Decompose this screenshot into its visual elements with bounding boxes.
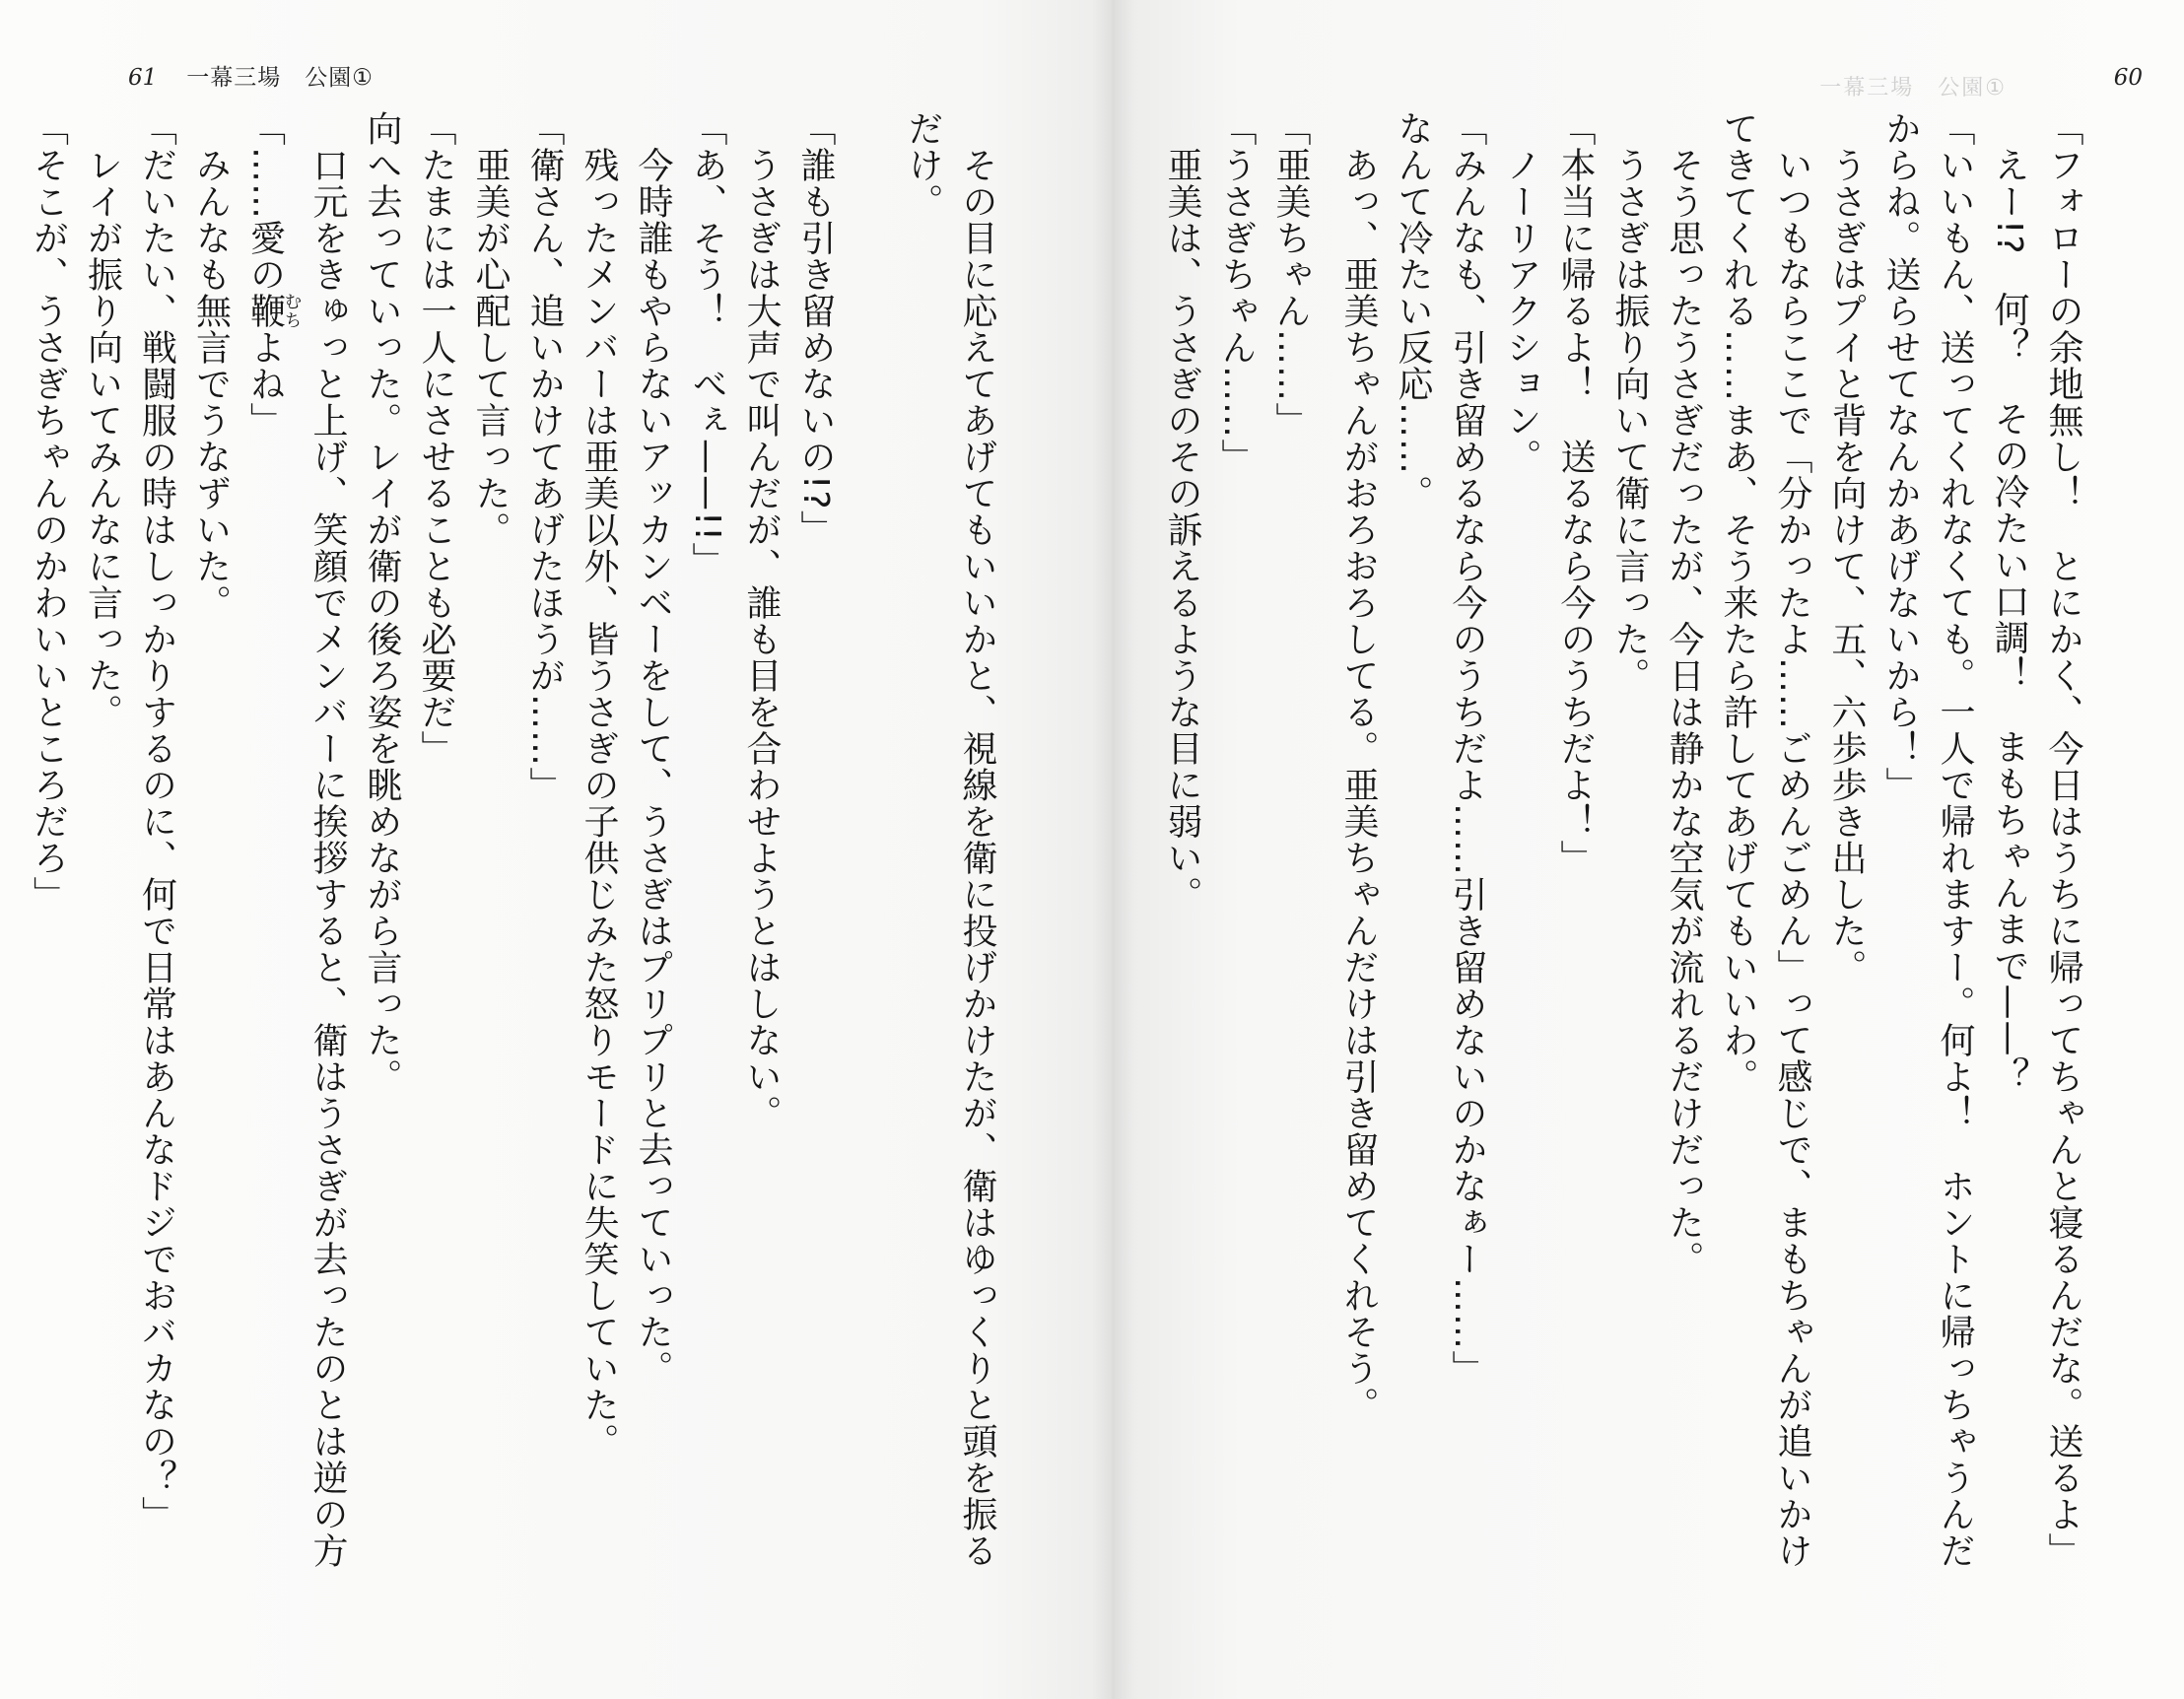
text-line: えー!? 何？ その冷たい口調！ まもちゃんまで——？: [1989, 110, 2029, 1094]
text-line-with-ruby: 「……愛の鞭むちよね」: [244, 110, 303, 439]
text-line: 「本当に帰るよ！ 送るなら今のうちだよ！」: [1555, 110, 1596, 876]
scene-break: [843, 110, 896, 1613]
text-line: 残ったメンバーは亜美以外、皆うさぎの子供じみた怒りモードに失笑していた。: [579, 110, 619, 1460]
text-line: 「あ、そう！ べぇ——!!」: [687, 110, 727, 578]
text-line: 亜美が心配して言った。: [470, 110, 511, 548]
text-line: 「亜美ちゃん……」: [1270, 110, 1311, 439]
ruby-word: 鞭むち: [244, 292, 303, 330]
right-page-header: [2114, 67, 2143, 90]
text-line: うさぎはプイと背を向けて、五、六歩歩き出した。: [1826, 110, 1867, 985]
text-line: いつもならここで「分かったよ……ごめんごめん」って感じで、まもちゃんが追いかけ: [1772, 110, 1812, 1569]
text-line: 「たまには一人にさせることも必要だ」: [416, 110, 456, 767]
text-line: うさぎは大声で叫んだが、誰も目を合わせようとはしない。: [741, 110, 782, 1131]
left-page-header: [128, 67, 374, 90]
left-page-number: 61: [128, 65, 158, 91]
text-line: 「誰も引き留めないの!?」: [795, 110, 836, 547]
text-line: 「衛さん、追いかけてあげたほうが……」: [524, 110, 565, 803]
text-line: 「うさぎちゃん……」: [1216, 110, 1257, 475]
right-page-body: [1142, 110, 2090, 1613]
book-gutter-shadow: [1092, 0, 1135, 1699]
text-line: ノーリアクション。: [1501, 110, 1541, 475]
line-spacer: [1318, 110, 1331, 1613]
text-line: レイが振り向いてみんなに言った。: [82, 110, 123, 730]
text-line: その目に応えてあげてもいいかと、視線を衛に投げかけたが、衛はゆっくりと頭を振る: [957, 110, 997, 1569]
text-line: あっ、亜美ちゃんがおろおろしてる。亜美ちゃんだけは引き留めてくれそう。: [1338, 110, 1379, 1423]
text-line: うさぎは振り向いて衛に言った。: [1609, 110, 1650, 694]
text-line: てきてくれる……まあ、そう来たら許してあげてもいいわ。: [1718, 110, 1758, 1095]
text-line: だけ。: [903, 110, 943, 220]
text-line: 「フォローの余地無し！ とにかく、今日はうちに帰ってちゃんと寝るんだな。送るよ」: [2043, 110, 2083, 1569]
right-page-number: 60: [2113, 65, 2143, 91]
text-line: 「そこが、うさぎちゃんのかわいいところだろ」: [28, 110, 69, 913]
text-line: 亜美は、うさぎのその訴えるような目に弱い。: [1162, 110, 1202, 913]
ruby-reading: むち: [281, 292, 303, 330]
text-line: からね。送らせてなんかあげないから！」: [1880, 110, 1921, 803]
text-line: 口元をきゅっと上げ、笑顔でメンバーに挨拶すると、衛はうさぎが去ったのとは逆の方: [307, 110, 348, 1569]
text-line: 今時誰もやらないアッカンベーをして、うさぎはプリプリと去っていった。: [633, 110, 673, 1387]
left-chapter-title: 一幕三場 公園①: [186, 65, 374, 91]
right-page: [1112, 0, 2184, 1699]
text-line: 「だいたい、戦闘服の時はしっかりするのに、何で日常はあんなドジでおバカなの？」: [136, 110, 177, 1532]
text-line: なんて冷たい反応……。: [1393, 110, 1433, 511]
text-line: 向へ去っていった。レイが衛の後ろ姿を眺めながら言った。: [362, 110, 402, 1095]
text-line: そう思ったうさぎだったが、今日は静かな空気が流れるだけだった。: [1664, 110, 1704, 1277]
left-page-body: [19, 110, 1004, 1613]
text-line: 「いいもん、送ってくれなくても。一人で帰れますー。何よ！ ホントに帰っちゃうんだ: [1935, 110, 1975, 1569]
faded-header-bleedthrough: 一幕三場 公園①: [1819, 76, 2007, 101]
text-line: みんなも無言でうなずいた。: [190, 110, 232, 621]
text-line: 「みんなも、引き留めるなら今のうちだよ……引き留めないのかなぁー……」: [1447, 110, 1487, 1387]
